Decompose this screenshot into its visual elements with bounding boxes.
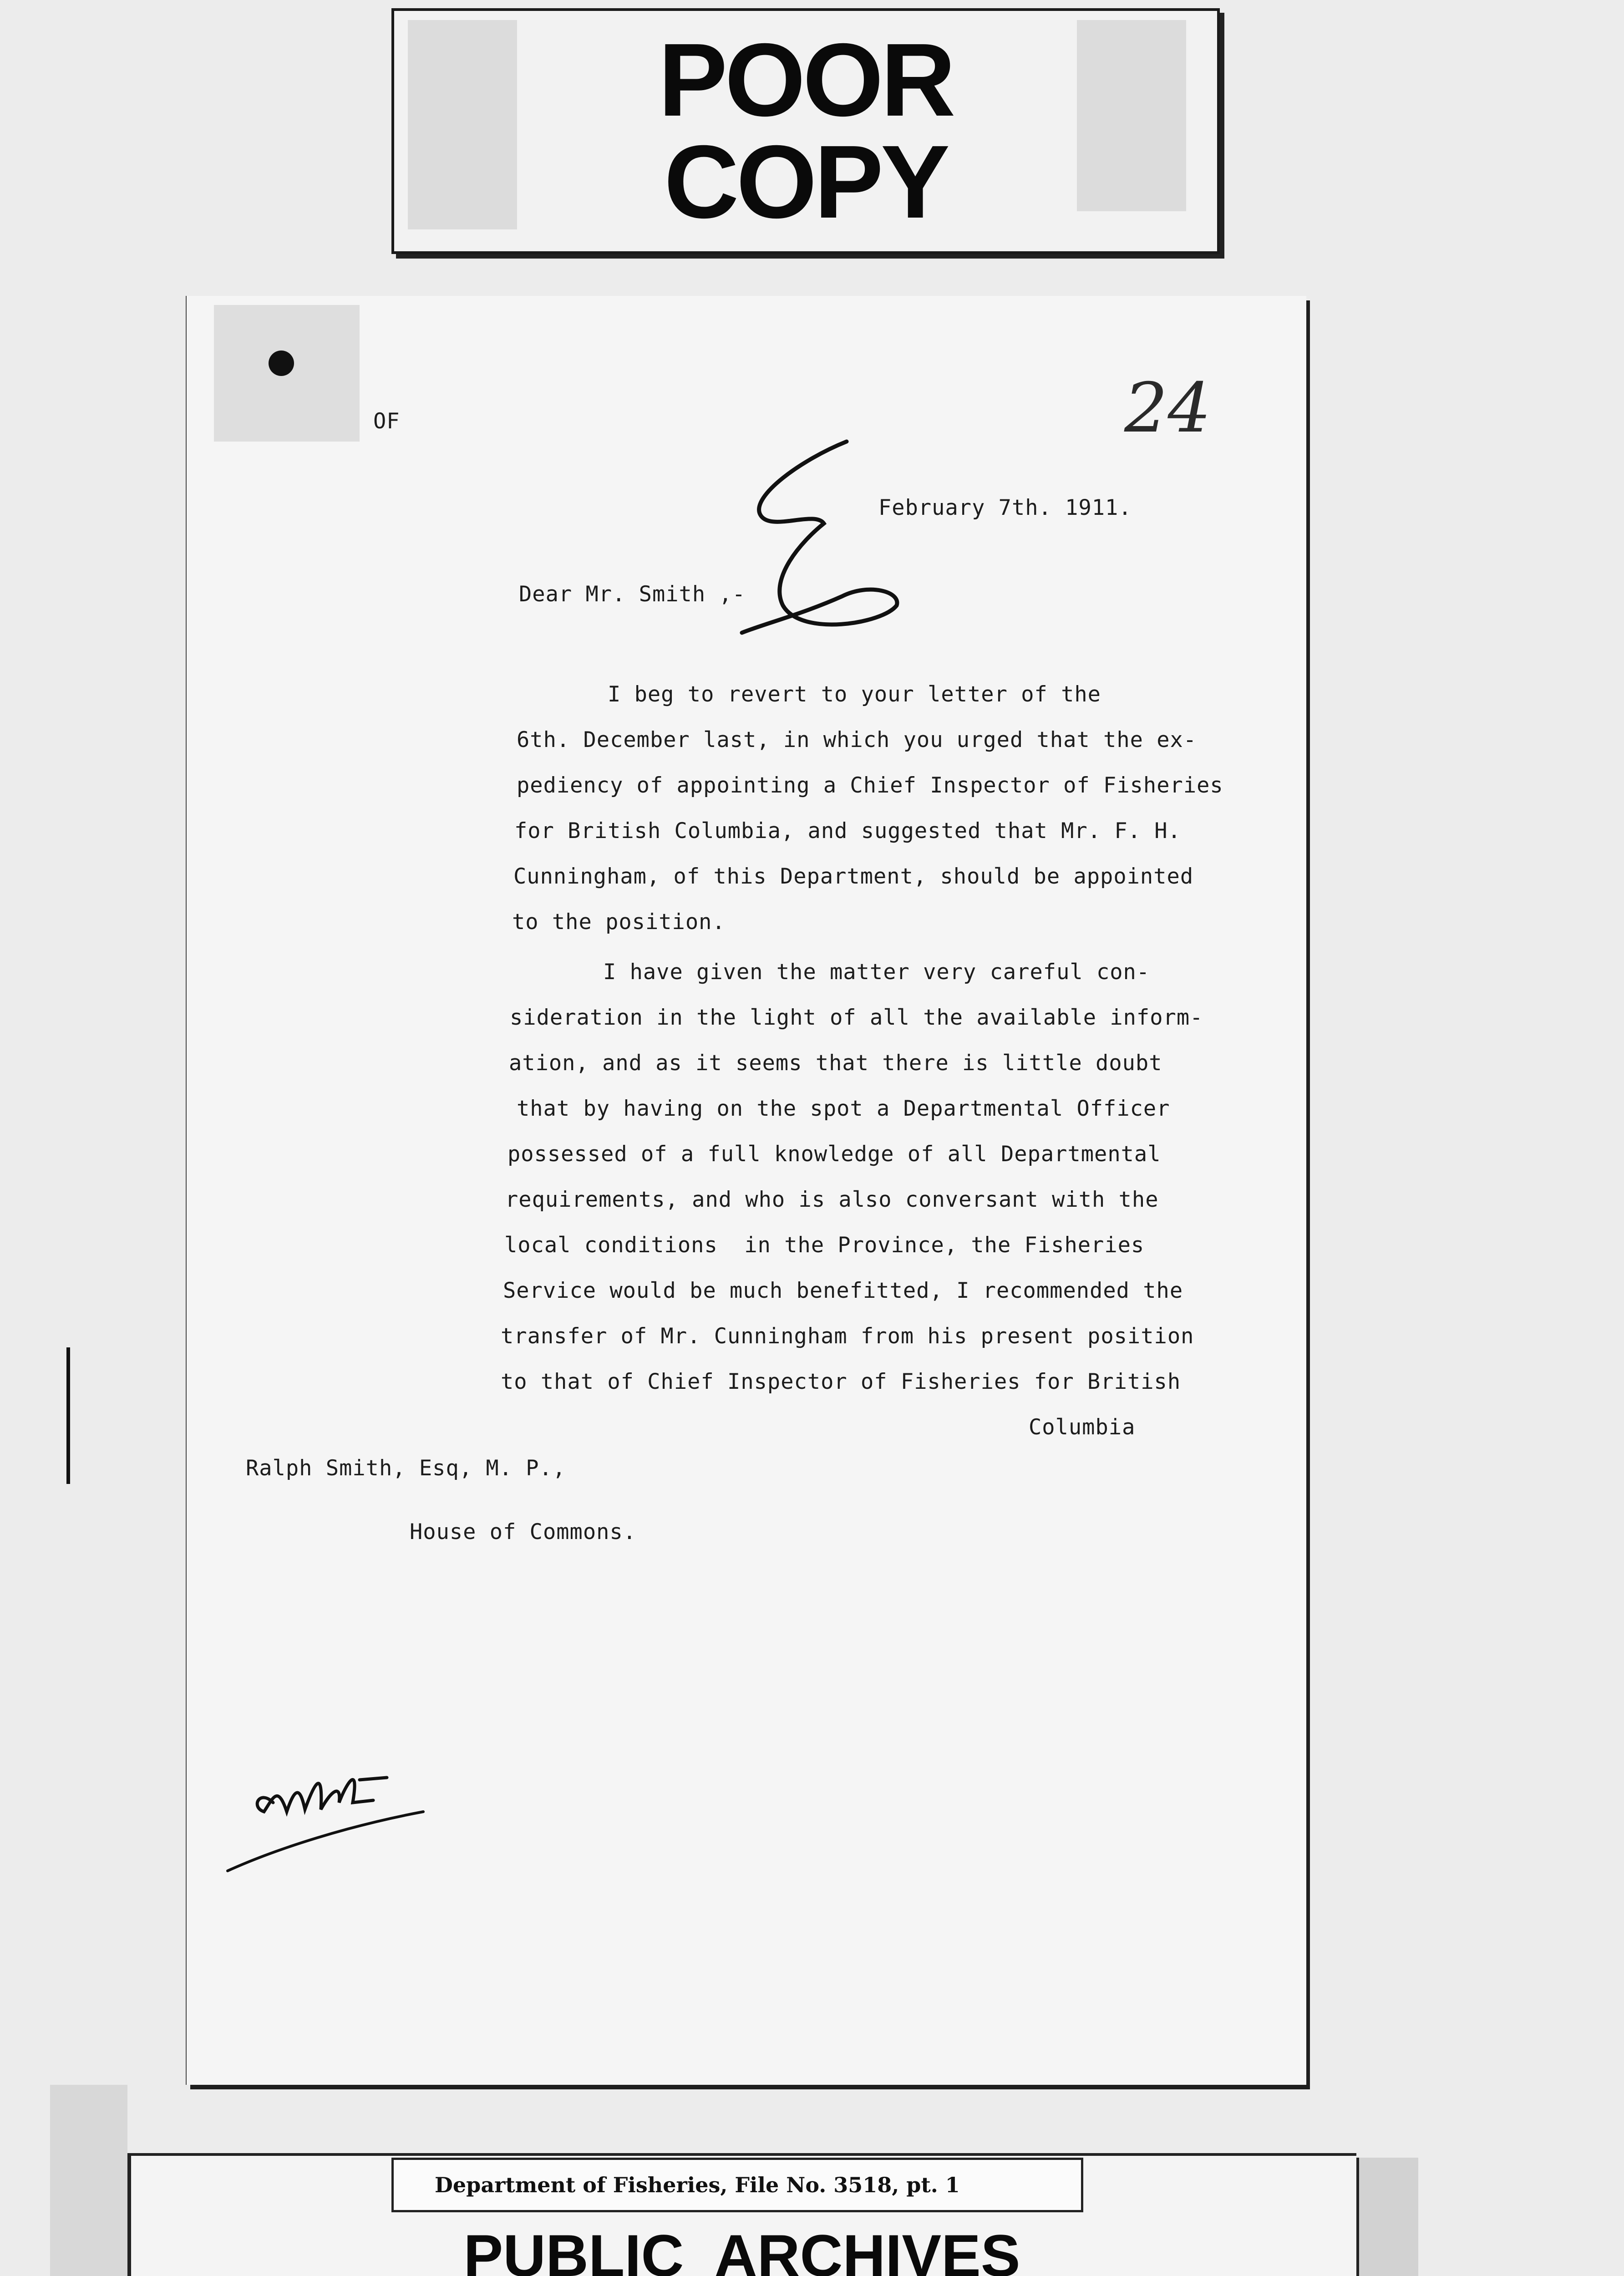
handwritten-mark-icon — [733, 432, 906, 646]
paragraph1-line: for British Columbia, and suggested that Mr. F. H. — [514, 818, 1181, 843]
paragraph2-line: sideration in the light of all the available inform- — [510, 1005, 1203, 1030]
paragraph2-line: possessed of a full knowledge of all Departmental — [508, 1142, 1161, 1167]
file-label-text: Department of Fisheries, File No. 3518, pt. 1 — [435, 2173, 960, 2197]
punch-hole — [269, 351, 294, 376]
salutation: Dear Mr. Smith ,- — [519, 582, 746, 607]
paragraph2-line: to that of Chief Inspector of Fisheries for British — [501, 1369, 1181, 1394]
handwritten-page-number: 24 — [1124, 369, 1211, 448]
archive-side-flap — [50, 2085, 127, 2276]
paragraph2-line: requirements, and who is also conversant with the — [505, 1187, 1159, 1212]
paragraph2-line: local conditions in the Province, the Fisheries — [504, 1233, 1145, 1258]
letter-date: February 7th. 1911. — [878, 495, 1132, 520]
paragraph1-line: pediency of appointing a Chief Inspector of Fisheries — [517, 773, 1223, 798]
paragraph2-line: that by having on the spot a Departmental Officer — [517, 1096, 1170, 1121]
paragraph2-line: Columbia — [1029, 1415, 1136, 1440]
addressee-place: House of Commons. — [410, 1519, 637, 1544]
paragraph2-line: I have given the matter very careful con- — [603, 960, 1150, 985]
paragraph2-line: ation, and as it seems that there is little doubt — [509, 1051, 1162, 1076]
paragraph1-line: to the position. — [512, 909, 726, 935]
paragraph2-line: Service would be much benefitted, I recommended the — [503, 1278, 1183, 1303]
file-label — [391, 2158, 1083, 2212]
paragraph1-line: 6th. December last, in which you urged that the ex- — [517, 727, 1197, 752]
archive-edge-strip — [1356, 2158, 1418, 2276]
paragraph1-line: I beg to revert to your letter of the — [608, 682, 1101, 707]
header-fragment: OF — [373, 409, 400, 434]
poor-copy-stamp — [391, 8, 1220, 254]
stamp-line-copy: COPY — [664, 124, 948, 240]
addressee-name: Ralph Smith, Esq, M. P., — [246, 1456, 566, 1481]
stamp-line-poor: POOR — [658, 22, 953, 138]
archive-line-public: PUBLIC ARCHIVES — [463, 2222, 1020, 2276]
letter-sheet — [187, 296, 1306, 2085]
margin-mark — [66, 1347, 70, 1484]
handwritten-initials-icon — [223, 1734, 432, 1880]
paragraph2-line: transfer of Mr. Cunningham from his present position — [501, 1324, 1194, 1349]
paragraph1-line: Cunningham, of this Department, should be appointed — [513, 864, 1194, 889]
